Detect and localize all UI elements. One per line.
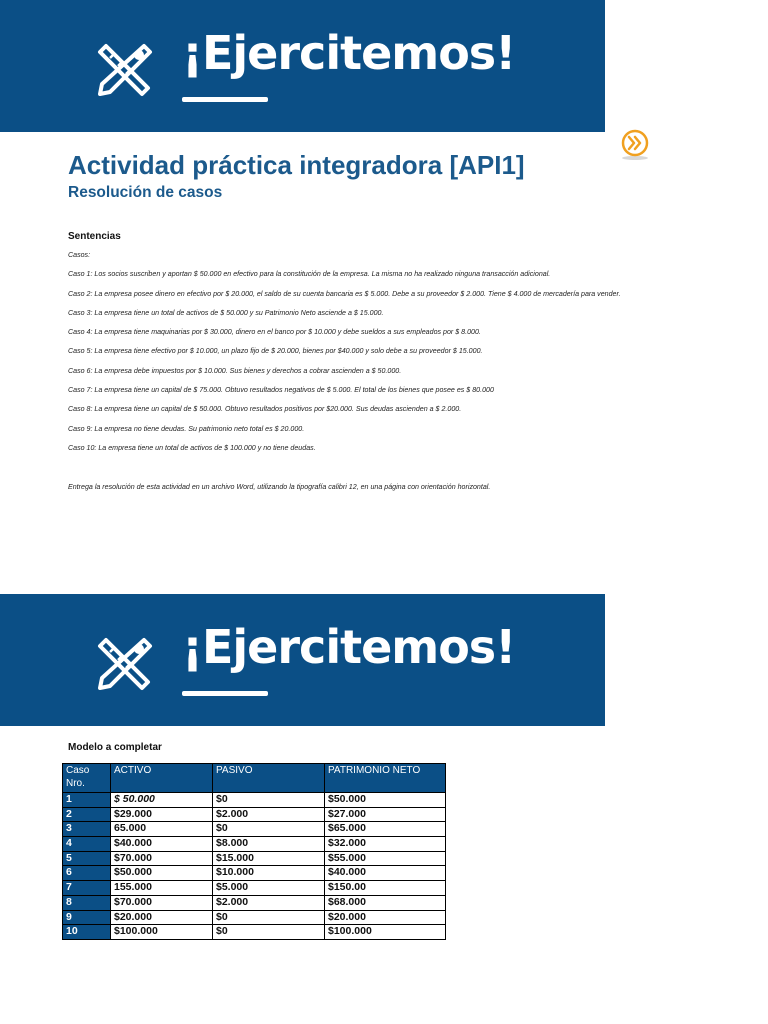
header-caso-nro: Caso Nro. xyxy=(63,764,111,793)
cell-pasivo: $0 xyxy=(213,910,325,925)
cell-patrimonio: $20.000 xyxy=(325,910,446,925)
cell-patrimonio: $32.000 xyxy=(325,837,446,852)
cell-caso: 4 xyxy=(63,837,111,852)
cell-activo: $40.000 xyxy=(111,837,213,852)
cell-caso: 1 xyxy=(63,793,111,808)
header-banner-2 xyxy=(0,594,605,726)
banner-title: ¡Ejercitemos! xyxy=(182,620,516,674)
caso-item: Caso 1: Los socios suscriben y aportan $ 50.000 en efectivo para la constitución de la empresa. La misma no ha realizado ninguna transacción adicional. xyxy=(68,270,551,279)
caso-item: Caso 9: La empresa no tiene deudas. Su patrimonio neto total es $ 20.000. xyxy=(68,424,305,433)
cell-pasivo: $0 xyxy=(213,925,325,940)
cell-pasivo: $2.000 xyxy=(213,895,325,910)
cell-activo: $ 50.000 xyxy=(111,793,213,808)
header-activo: ACTIVO xyxy=(111,764,213,793)
cell-patrimonio: $150.00 xyxy=(325,881,446,896)
caso-item: Caso 6: La empresa debe impuestos por $ 10.000. Sus bienes y derechos a cobrar ascienden a $ 50.000. xyxy=(68,366,402,375)
banner-underline xyxy=(182,97,268,102)
cell-patrimonio: $50.000 xyxy=(325,793,446,808)
cell-patrimonio: $55.000 xyxy=(325,851,446,866)
model-heading: Modelo a completar xyxy=(68,742,162,753)
header-banner xyxy=(0,0,605,132)
cell-patrimonio: $65.000 xyxy=(325,822,446,837)
table-row xyxy=(63,881,446,896)
cell-activo: $29.000 xyxy=(111,807,213,822)
caso-item: Caso 2: La empresa posee dinero en efectivo por $ 20.000, el saldo de su cuenta bancaria es $ 5.000. Debe a su proveedor $ 2.000. Tiene $ 4.000 de mercadería para vender. xyxy=(68,289,621,298)
cell-caso: 9 xyxy=(63,910,111,925)
cell-caso: 10 xyxy=(63,925,111,940)
cell-activo: $70.000 xyxy=(111,895,213,910)
cell-patrimonio: $68.000 xyxy=(325,895,446,910)
caso-item: Caso 4: La empresa tiene maquinarias por $ 30.000, dinero en el banco por $ 10.000 y debe sueldos a sus empleados por $ 8.000. xyxy=(68,328,481,337)
caso-item: Caso 10: La empresa tiene un total de activos de $ 100.000 y no tiene deudas. xyxy=(68,443,316,452)
table-row xyxy=(63,837,446,852)
cell-caso: 7 xyxy=(63,881,111,896)
casos-intro: Casos: xyxy=(68,251,91,259)
cell-activo: 155.000 xyxy=(111,881,213,896)
banner-underline xyxy=(182,691,268,696)
cell-caso: 5 xyxy=(63,851,111,866)
cell-activo: $100.000 xyxy=(111,925,213,940)
pencil-ruler-icon xyxy=(96,40,154,98)
cell-activo: $50.000 xyxy=(111,866,213,881)
next-page-button[interactable] xyxy=(619,129,651,161)
header-patrimonio-neto: PATRIMONIO NETO xyxy=(325,764,446,793)
table-row xyxy=(63,866,446,881)
page-subtitle: Resolución de casos xyxy=(68,184,223,201)
table-row xyxy=(63,910,446,925)
cell-activo: $70.000 xyxy=(111,851,213,866)
cell-pasivo: $5.000 xyxy=(213,881,325,896)
table-header-row xyxy=(63,764,446,793)
table-row xyxy=(63,793,446,808)
cell-pasivo: $8.000 xyxy=(213,837,325,852)
casos-list xyxy=(68,250,688,462)
cell-patrimonio: $100.000 xyxy=(325,925,446,940)
caso-item: Caso 7: La empresa tiene un capital de $ 75.000. Obtuvo resultados negativos de $ 5.000. El total de los bienes que posee es $ 80.000 xyxy=(68,386,494,395)
table-row xyxy=(63,895,446,910)
banner-title: ¡Ejercitemos! xyxy=(182,26,516,80)
section-heading-sentencias: Sentencias xyxy=(68,231,121,242)
header-pasivo: PASIVO xyxy=(213,764,325,793)
cell-pasivo: $0 xyxy=(213,793,325,808)
pencil-ruler-icon xyxy=(96,634,154,692)
page-title: Actividad práctica integradora [API1] xyxy=(68,150,525,180)
cell-caso: 8 xyxy=(63,895,111,910)
cell-pasivo: $0 xyxy=(213,822,325,837)
caso-item: Caso 8: La empresa tiene un capital de $ 50.000. Obtuvo resultados positivos por $20.000. Sus deudas ascienden a $ 2.000. xyxy=(68,405,462,414)
caso-item: Caso 5: La empresa tiene efectivo por $ 10.000, un plazo fijo de $ 20.000, bienes por $40.000 y solo debe a su proveedor $ 15.000. xyxy=(68,347,483,356)
table-row xyxy=(63,822,446,837)
table-row xyxy=(63,925,446,940)
model-table xyxy=(62,763,446,940)
cell-pasivo: $15.000 xyxy=(213,851,325,866)
table-row xyxy=(63,851,446,866)
cell-patrimonio: $40.000 xyxy=(325,866,446,881)
cell-caso: 6 xyxy=(63,866,111,881)
table-row xyxy=(63,807,446,822)
caso-item: Caso 3: La empresa tiene un total de activos de $ 50.000 y su Patrimonio Neto asciende a $ 15.000. xyxy=(68,308,384,317)
cell-caso: 3 xyxy=(63,822,111,837)
cell-activo: 65.000 xyxy=(111,822,213,837)
cell-patrimonio: $27.000 xyxy=(325,807,446,822)
delivery-note: Entrega la resolución de esta actividad en un archivo Word, utilizando la tipografía calibri 12, en una página con orientación horizontal. xyxy=(68,483,491,491)
cell-caso: 2 xyxy=(63,807,111,822)
cell-pasivo: $10.000 xyxy=(213,866,325,881)
cell-activo: $20.000 xyxy=(111,910,213,925)
cell-pasivo: $2.000 xyxy=(213,807,325,822)
